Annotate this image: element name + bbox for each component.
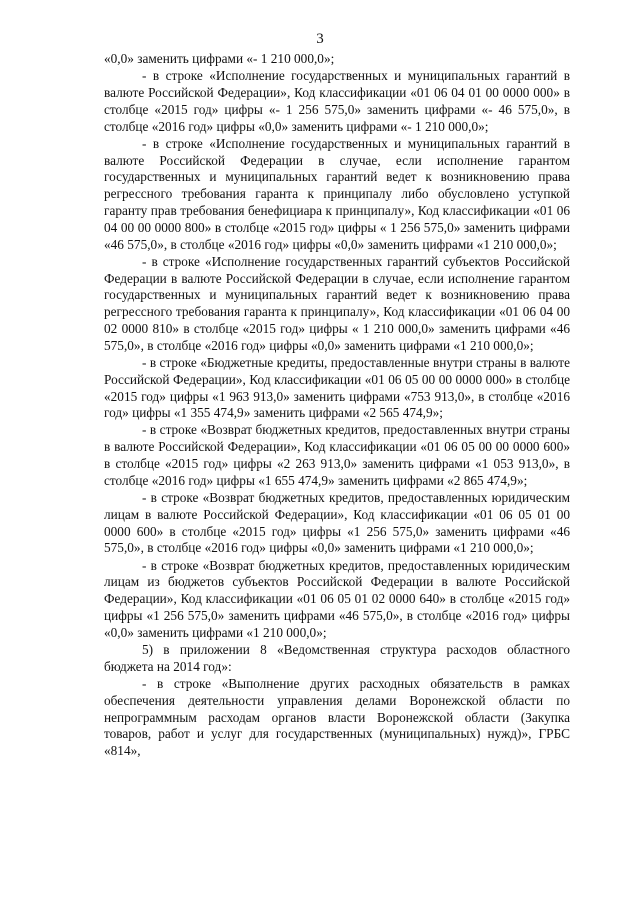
paragraph-2: - в строке «Исполнение государственных и муниципальных гарантий в валюте Российской Федерации», Код классификации «01 06 04 01 00 0000 000» в столбце «2015 год» цифры «- 1 256 575,0» заменить цифрами «- 46 575,0», в столбце «2016 год» цифры «0,0» заменить цифрами «- 1 210 000,0»; xyxy=(104,68,570,134)
paragraph-8: - в строке «Возврат бюджетных кредитов, предоставленных юридическим лицам из бюджетов субъектов Российской Федерации в валюте Российской Федерации», Код классификации «01 06 05 01 02 0000 640» в столбце «2015 год» цифры «1 256 575,0» заменить цифрами «46 575,0», в столбце «2016 год» цифры «0,0» заменить цифрами «1 210 000,0»; xyxy=(104,557,570,640)
paragraph-9: 5) в приложении 8 «Ведомственная структура расходов областного бюджета на 2014 год»: xyxy=(104,642,570,674)
paragraph-4: - в строке «Исполнение государственных гарантий субъектов Российской Федерации в валюте Российской Федерации в случае, если исполнение гарантом государственных и муниципальных гарантий ведет к возникновению права регрессного требования гаранта к принципалу», Код классификации «01 06 04 00 02 0000 810» в столбце «2015 год» цифры « 1 210 000,0» заменить цифрами «46 575,0», в столбце «2016 год» цифры «0,0» заменить цифрами «1 210 000,0»; xyxy=(104,253,570,353)
document-body xyxy=(104,51,570,760)
paragraph-10: - в строке «Выполнение других расходных обязательств в рамках обеспечения деятельности управления делами Воронежской области по непрограммным расходам органов власти Воронежской области (Закупка товаров, работ и услуг для государственных (муниципальных) нужд)», ГРБС «814», xyxy=(104,676,570,759)
paragraph-7: - в строке «Возврат бюджетных кредитов, предоставленных юридическим лицам в валюте Российской Федерации», Код классификации «01 06 05 01 00 0000 600» в столбце «2015 год» цифры «1 256 575,0» заменить цифрами «46 575,0», в столбце «2016 год» цифры «0,0» заменить цифрами «1 210 000,0»; xyxy=(104,490,570,556)
paragraph-3: - в строке «Исполнение государственных и муниципальных гарантий в валюте Российской Федерации в случае, если исполнение гарантом государственных и муниципальных гарантий ведет к возникновению права регрессного требования гаранта к принципалу либо обусловлено уступкой гаранту прав требования бенефициара к принципалу», Код классификации «01 06 04 00 00 0000 800» в столбце «2015 год» цифры « 1 256 575,0» заменить цифрами «46 575,0», в столбце «2016 год» цифры «0,0» заменить цифрами «1 210 000,0»; xyxy=(104,135,570,252)
paragraph-5: - в строке «Бюджетные кредиты, предоставленные внутри страны в валюте Российской Федерации», Код классификации «01 06 05 00 00 0000 000» в столбце «2015 год» цифры «1 963 913,0» заменить цифрами «753 913,0», в столбце «2016 год» цифры «1 355 474,9» заменить цифрами «2 565 474,9»; xyxy=(104,354,570,421)
paragraph-1: «0,0» заменить цифрами «- 1 210 000,0»; xyxy=(104,51,335,66)
page-number: 3 xyxy=(316,31,324,47)
paragraph-6: - в строке «Возврат бюджетных кредитов, предоставленных внутри страны в валюте Российской Федерации», Код классификации «01 06 05 00 00 0000 600» в столбце «2015 год» цифры «2 263 913,0» заменить цифрами «1 053 913,0», в столбце «2016 год» цифры «1 655 474,9» заменить цифрами «2 865 474,9»; xyxy=(104,422,570,488)
